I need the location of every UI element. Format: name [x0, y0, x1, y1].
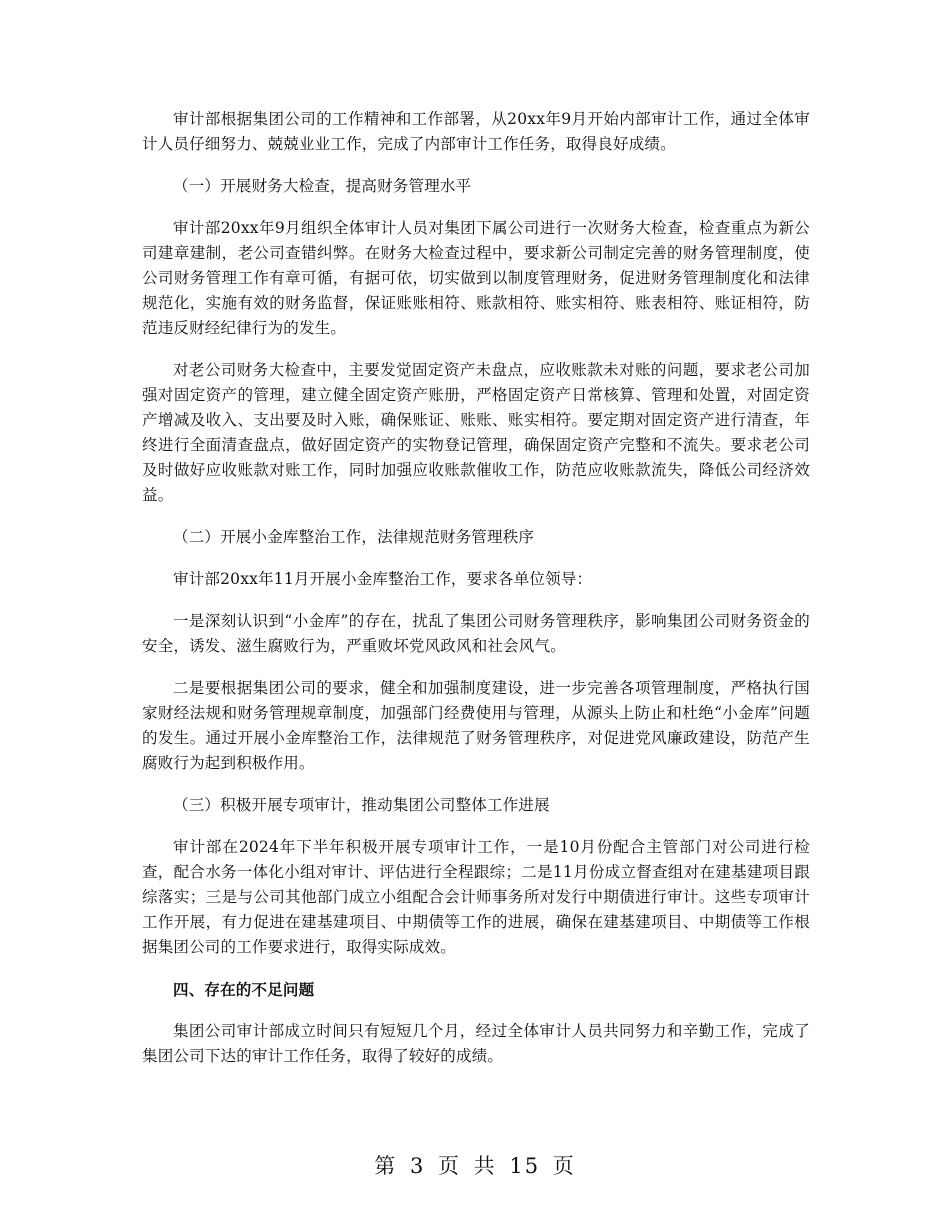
page-number-footer: 第 3 页 共 15 页	[374, 1154, 576, 1178]
paragraph-intro: 审计部根据集团公司的工作精神和工作部署，从20xx年9月开始内部审计工作，通过全体审计人员仔细努力、兢兢业业工作，完成了内部审计工作任务，取得良好成绩。	[142, 110, 810, 153]
paragraph-financial-inspection: 审计部20xx年9月组织全体审计人员对集团下属公司进行一次财务大检查，检查重点为新公司建章建制，老公司查错纠弊。在财务大检查过程中，要求新公司制定完善的财务管理制度，使公司财务管理工作有章可循，有据可依，切实做到以制度管理财务，促进财务管理制度化和法律规范化，实施有效的财务监督，保证账账相符、账款相符、账实相符、账表相符、账证相符，防范违反财经纪律行为的发生。	[142, 219, 810, 337]
document-body	[142, 107, 810, 1086]
paragraph-slush-fund-point-1: 一是深刻认识到“小金库”的存在，扰乱了集团公司财务管理秩序，影响集团公司财务资金的安全，诱发、滋生腐败行为，严重败坏党风政风和社会风气。	[142, 612, 810, 655]
section-heading-1: （一）开展财务大检查，提高财务管理水平	[173, 177, 472, 195]
paragraph-old-company-inspection: 对老公司财务大检查中，主要发觉固定资产未盘点，应收账款未对账的问题，要求老公司加强对固定资产的管理，建立健全固定资产账册，严格固定资产日常核算、管理和处置，对固定资产增减及收入、支出要及时入账，确保账证、账账、账实相符。要定期对固定资产进行清查，年终进行全面清查盘点，做好固定资产的实物登记管理，确保固定资产完整和不流失。要求老公司及时做好应收账款对账工作，同时加强应收账款催收工作，防范应收账款流失，降低公司经济效益。	[142, 361, 810, 504]
paragraph-shortcomings: 集团公司审计部成立时间只有短短几个月，经过全体审计人员共同努力和辛勤工作，完成了集团公司下达的审计工作任务，取得了较好的成绩。	[142, 1022, 810, 1065]
section-heading-4: 四、存在的不足问题	[173, 980, 315, 999]
section-heading-3: （三）积极开展专项审计，推动集团公司整体工作进展	[173, 796, 550, 814]
paragraph-slush-fund-point-2: 二是要根据集团公司的要求，健全和加强制度建设，进一步完善各项管理制度，严格执行国家财经法规和财务管理规章制度，加强部门经费使用与管理，从源头上防止和杜绝“小金库”问题的发生。通过开展小金库整治工作，法律规范了财务管理秩序，对促进党风廉政建设，防范产生腐败行为起到积极作用。	[142, 679, 810, 772]
paragraph-slush-fund-intro: 审计部20xx年11月开展小金库整治工作，要求各单位领导：	[173, 570, 593, 588]
paragraph-special-audit: 审计部在2024年下半年积极开展专项审计工作，一是10月份配合主管部门对公司进行检查，配合水务一体化小组对审计、评估进行全程跟综；二是11月份成立督查组对在建基建项目跟综落实；三是与公司其他部门成立小组配合会计师事务所对发行中期债进行审计。这些专项审计工作开展，有力促进在建基建项目、中期债等工作的进展，确保在建基建项目、中期债等工作根据集团公司的工作要求进行，取得实际成效。	[142, 838, 810, 956]
section-heading-2: （二）开展小金库整治工作，法律规范财务管理秩序	[173, 528, 535, 546]
